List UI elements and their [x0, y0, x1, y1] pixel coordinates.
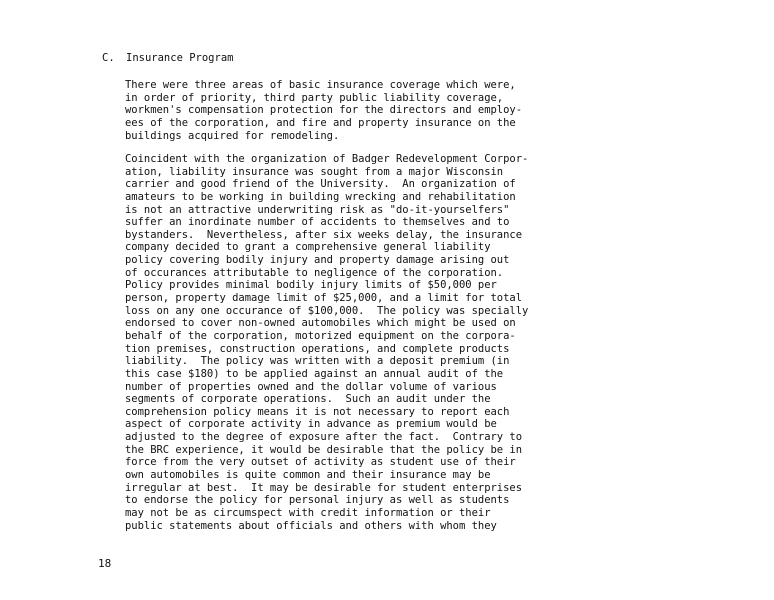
text-line: number of properties owned and the dollar volume of various	[125, 380, 497, 393]
text-line: amateurs to be working in building wrecking and rehabilitation	[125, 190, 516, 203]
text-line: company decided to grant a comprehensive general liability	[125, 241, 491, 254]
text-line: workmen's compensation protection for the directors and employ-	[125, 104, 522, 117]
section-letter: C.	[102, 52, 115, 64]
text-line: force from the very outset of activity as student use of their	[125, 456, 516, 469]
text-line: buildings acquired for remodeling.	[125, 129, 340, 142]
text-line: irregular at best. It may be desirable for student enterprises	[125, 481, 522, 494]
text-line: ees of the corporation, and fire and property insurance on the	[125, 116, 516, 129]
text-line: ation, liability insurance was sought from a major Wisconsin	[125, 165, 504, 178]
text-line: bystanders. Nevertheless, after six weeks delay, the insurance	[125, 228, 522, 241]
text-line: suffer an inordinate number of accidents to themselves and to	[125, 216, 510, 229]
text-line: endorsed to cover non-owned automobiles which might be used on	[125, 317, 516, 330]
text-line: Policy provides minimal bodily injury limits of $50,000 per	[125, 279, 497, 292]
text-line: this case $180) to be applied against an annual audit of the	[125, 367, 504, 380]
text-line: adjusted to the degree of exposure after the fact. Contrary to	[125, 431, 522, 444]
text-line: carrier and good friend of the University. An organization of	[125, 178, 516, 191]
paragraph-insurance-coverage-areas	[125, 79, 525, 142]
text-line: in order of priority, third party public liability coverage,	[125, 91, 504, 104]
text-line: is not an attractive underwriting risk as "do-it-yourselfers"	[125, 203, 510, 216]
text-line: may not be as circumspect with credit information or their	[125, 506, 491, 519]
text-line: Coincident with the organization of Badger Redevelopment Corpor-	[125, 153, 529, 165]
text-line: tion premises, construction operations, and complete products	[125, 342, 510, 355]
text-line: There were three areas of basic insurance coverage which were,	[125, 79, 516, 91]
text-line: person, property damage limit of $25,000, and a limit for total	[125, 292, 522, 305]
text-line: of occurances attributable to negligence of the corporation.	[125, 266, 504, 279]
text-line: behalf of the corporation, motorized equipment on the corpora-	[125, 329, 516, 342]
text-line: comprehension policy means it is not necessary to report each	[125, 405, 510, 418]
section-title: Insurance Program	[126, 52, 234, 64]
text-line: public statements about officials and others with whom they	[125, 519, 497, 532]
text-line: policy covering bodily injury and property damage arising out	[125, 254, 510, 267]
text-line: own automobiles is quite common and their insurance may be	[125, 469, 491, 482]
text-line: aspect of corporate activity in advance as premium would be	[125, 418, 497, 431]
section-heading	[102, 52, 233, 65]
text-line: loss on any one occurance of $100,000. The policy was specially	[125, 304, 529, 317]
paragraph-liability-policy	[125, 153, 529, 532]
page-number: 18	[98, 557, 112, 570]
text-line: liability. The policy was written with a deposit premium (in	[125, 355, 510, 368]
text-line: to endorse the policy for personal injury as well as students	[125, 494, 510, 507]
text-line: the BRC experience, it would be desirable that the policy be in	[125, 443, 522, 456]
text-line: segments of corporate operations. Such an audit under the	[125, 393, 491, 406]
